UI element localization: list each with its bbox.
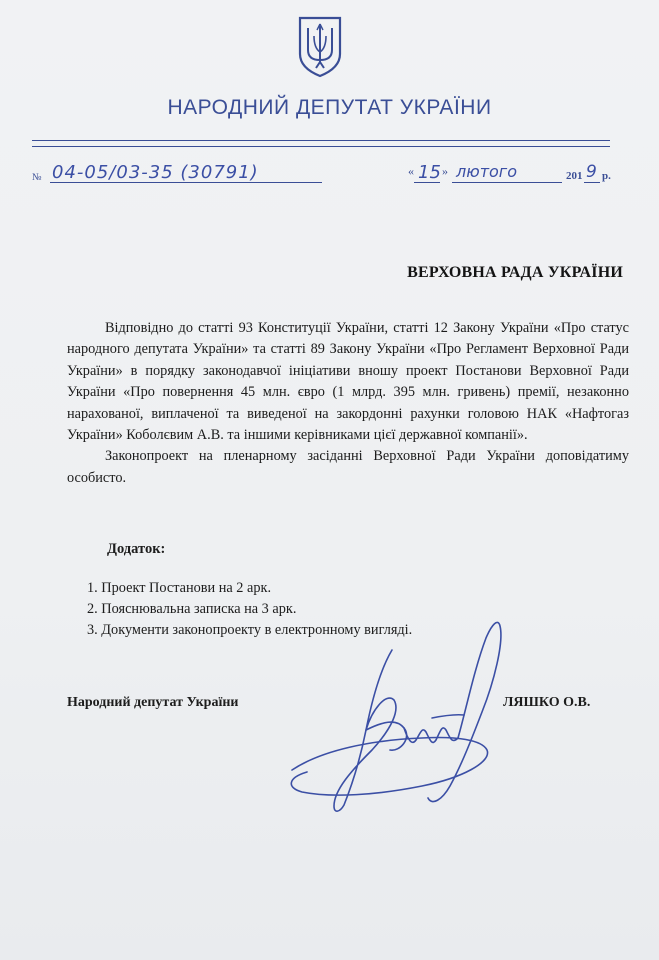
header-divider-bottom [32, 146, 610, 147]
date-close-quote: » [442, 164, 448, 178]
signatory-title: Народний депутат України [67, 695, 239, 710]
date-day: 15 [418, 162, 441, 183]
month-underline [452, 182, 562, 183]
signatory-name: ЛЯШКО О.В. [503, 695, 591, 710]
day-underline [414, 182, 440, 183]
date-month: лютого [456, 162, 517, 181]
letter-body [67, 318, 629, 489]
registration-number: 04-05/03-35 (30791) [52, 162, 259, 183]
header-divider-top [32, 140, 610, 141]
addressee: ВЕРХОВНА РАДА УКРАЇНИ [407, 264, 623, 281]
date-year-digit: 9 [586, 162, 597, 182]
registration-number-field [32, 162, 322, 186]
registration-date-field [408, 162, 618, 186]
annex-item: 2. Пояснювальна записка на 3 арк. [87, 601, 297, 617]
number-label: № [32, 172, 42, 183]
annex-title: Додаток: [107, 541, 166, 557]
annex-item: 3. Документи законопроекту в електронному вигляді. [87, 622, 413, 638]
body-paragraph: Законопроект на пленарному засіданні Верховної Ради України доповідатиму особисто. [67, 448, 629, 486]
annex-list [87, 578, 412, 641]
annex-item: 1. Проект Постанови на 2 арк. [87, 580, 272, 596]
trident-coat-of-arms-icon [297, 16, 343, 78]
organization-title: НАРОДНИЙ ДЕПУТАТ УКРАЇНИ [167, 96, 492, 119]
body-paragraph: Відповідно до статті 93 Конституції України, статті 12 Закону України «Про статус народного депутата України» та статті 89 Закону України «Про Регламент Верховної Ради України» в порядку законодавчої ініціативи вношу проект Постанови Верховної Ради України «Про повернення 45 млн. євро (1 млрд. 395 млн. гривень) премії, незаконно нарахованої, виплаченої та виведеної на закордонні рахунки головою НАК «Нафтогаз України» Коболєвим А.В. та іншими керівниками цієї державної компанії». [67, 320, 629, 444]
date-year-prefix: 201 [566, 170, 583, 182]
year-underline [584, 182, 600, 183]
date-year-suffix: р. [602, 170, 611, 182]
date-open-quote: « [408, 164, 414, 178]
number-underline [50, 182, 322, 183]
